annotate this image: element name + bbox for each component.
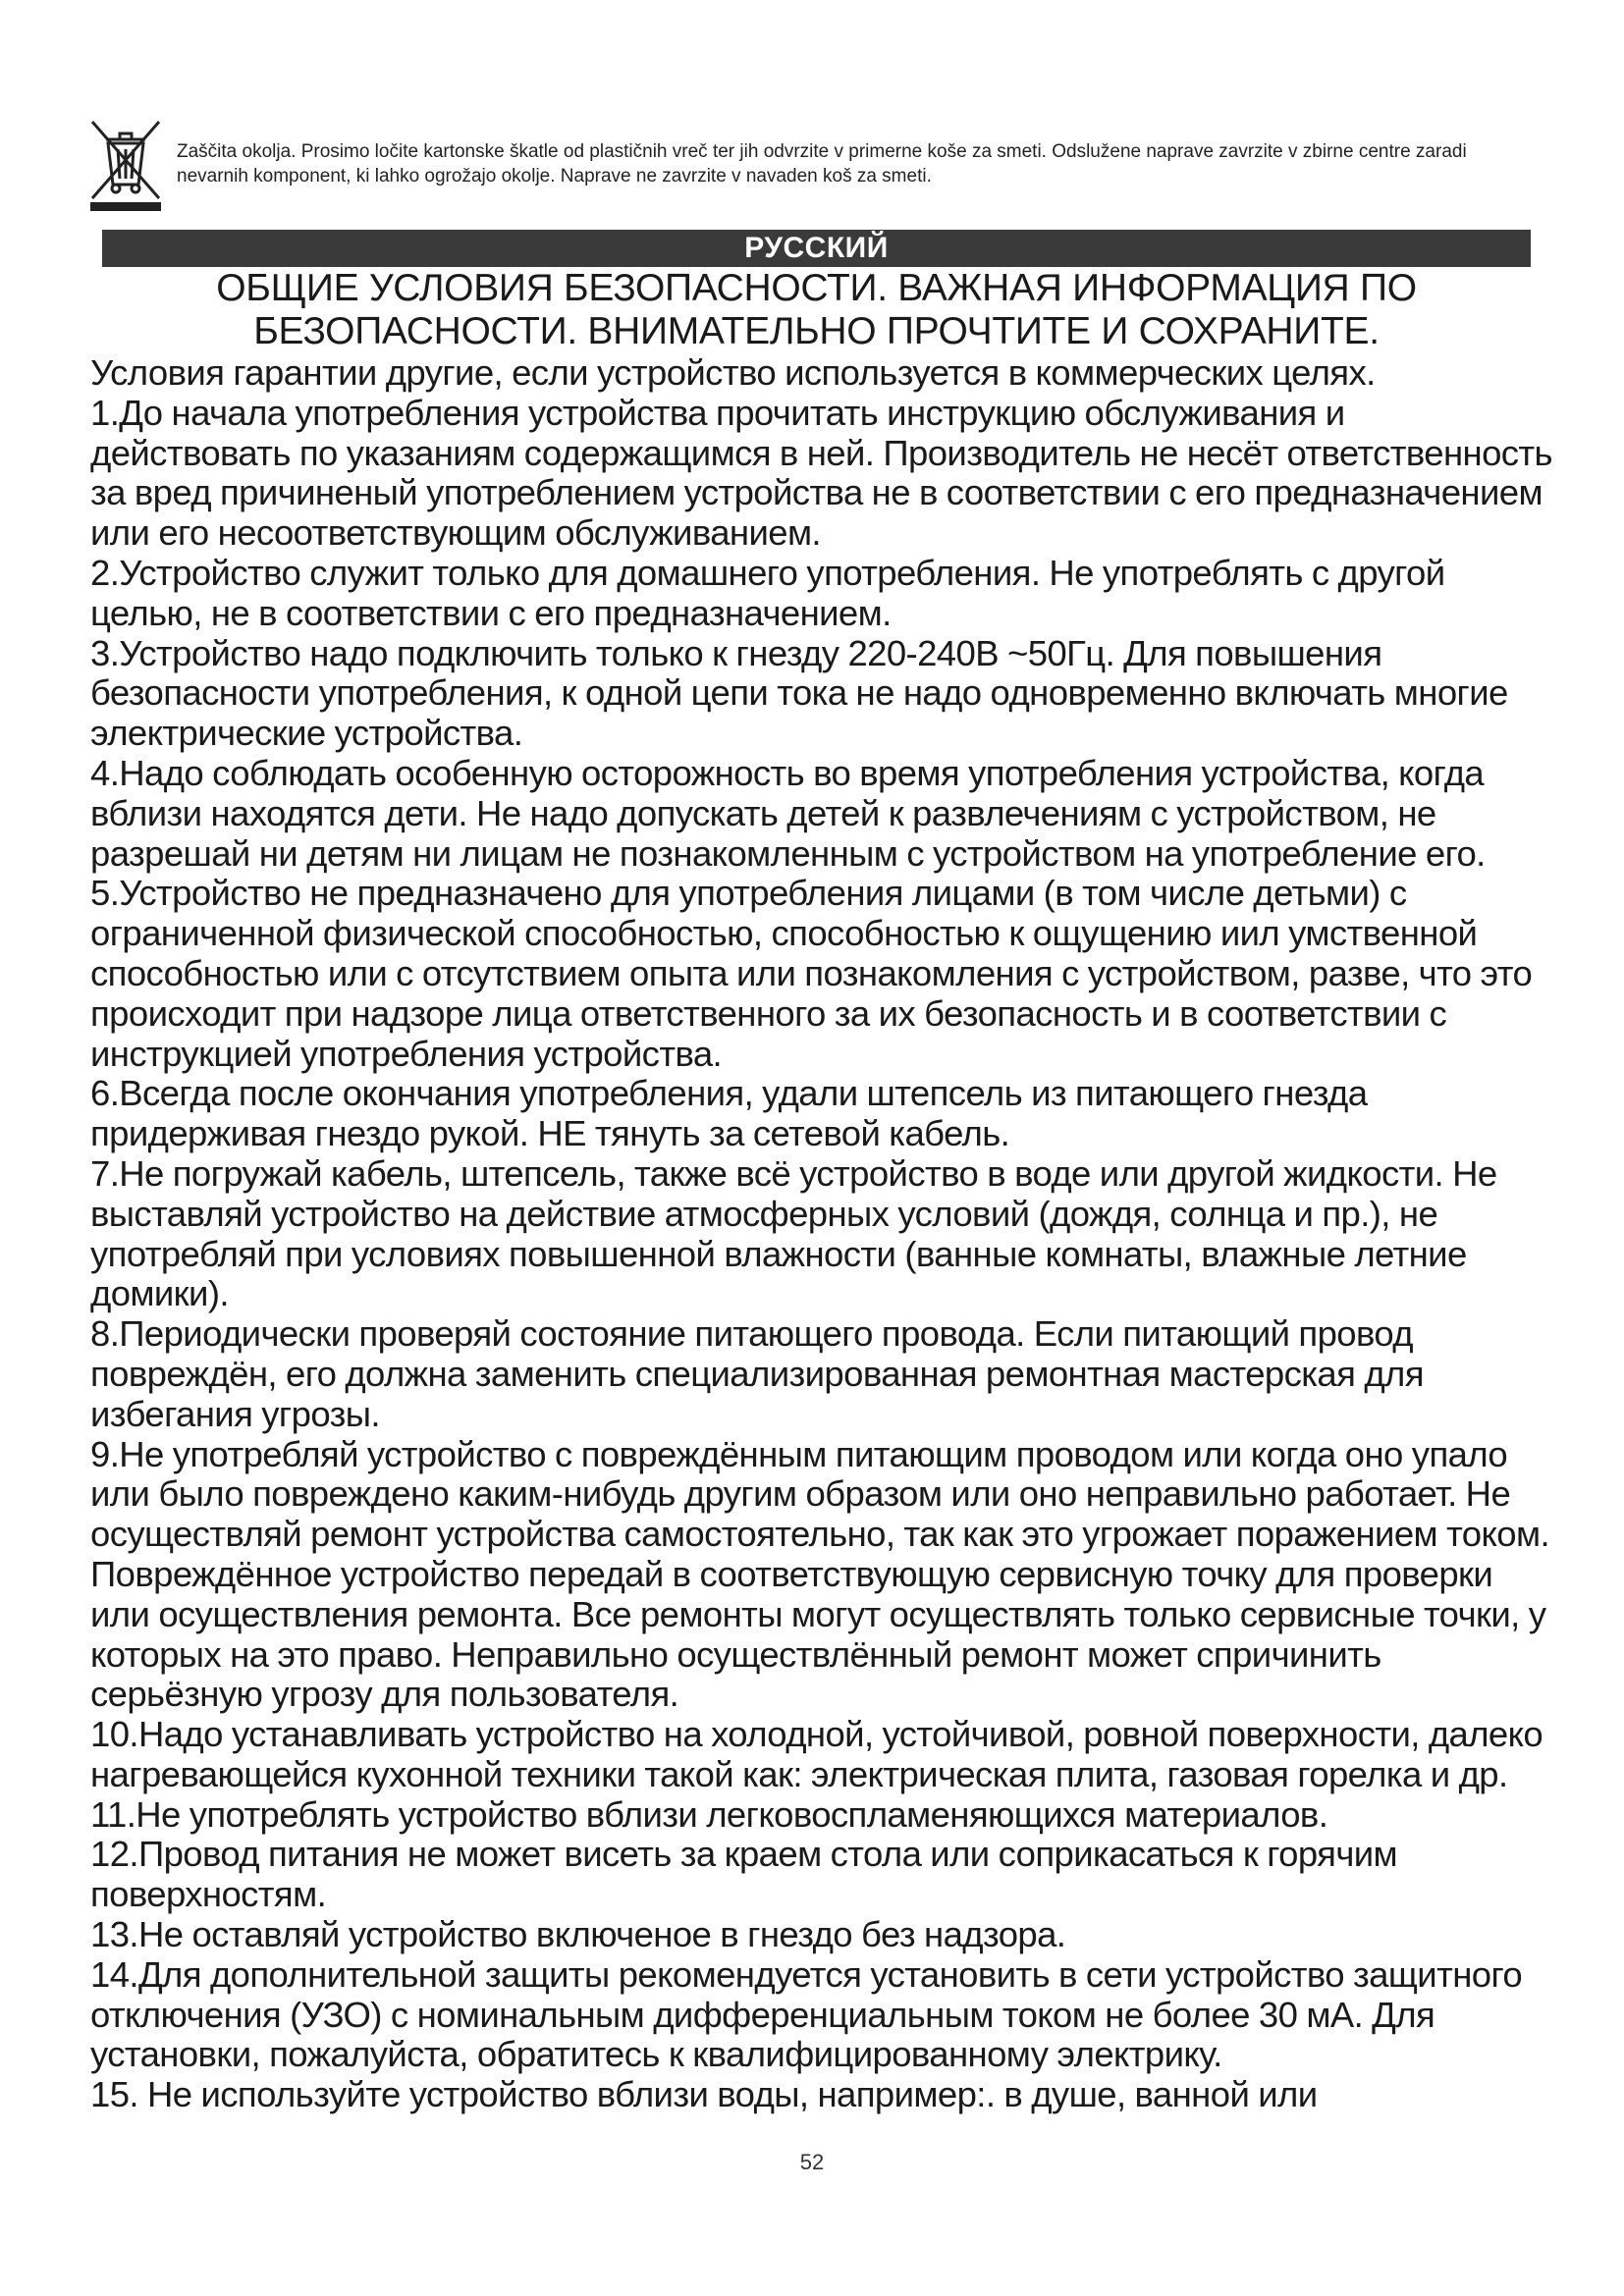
paragraph: 1.До начала употребления устройства прочитать инструкцию обслуживания и действовать по указаниям содержащимся в ней. Производитель не несёт ответственность за вред причиненый употреблением устройства не в соответствии с его предназначением или его несоответствующим обслуживанием. [90, 392, 1552, 554]
paragraph: Условия гарантии другие, если устройство используется в коммерческих целях. [90, 352, 1376, 393]
paragraph: 15. Не используйте устройство вблизи воды, например:. в душе, ванной или [90, 2074, 1318, 2115]
page-number: 52 [799, 2150, 825, 2174]
paragraph: 14.Для дополнительной защиты рекомендуется установить в сети устройство защитного отключения (УЗО) с номинальным дифференциальным током не более 30 мА. Для установки, пожалуйста, обратитесь к квалифицированному электрику. [90, 1953, 1523, 2075]
paragraph: 13.Не оставляй устройство включеное в гнездо без надзора. [90, 1914, 1066, 1955]
paragraph: 5.Устройство не предназначено для употребления лицами (в том числе детьми) с ограниченной физической способностью, способностью к ощущению иил умственной способностью или с отсутствием опыта или познакомления с устройством, разве, что это происходит при надзоре лица ответственного за их безопасность и в соответствии с инструкцией употребления устройства. [90, 873, 1533, 1074]
paragraph: 9.Не употребляй устройство с повреждённым питающим проводом или когда оно упало или было повреждено каким-нибудь другим образом или оно неправильно работает. Не осуществляй ремонт устройства самостоятельно, так как это угрожает поражением током. Повреждённое устройство передай в соответствующую сервисную точку для проверки или осуществления ремонта. Все ремонты могут осуществлять только сервисные точки, у которых на это право. Неправильно осуществлённый ремонт может спричинить серьёзную угрозу для пользователя. [90, 1433, 1549, 1715]
paragraph: 12.Провод питания не может висеть за краем стола или соприкасаться к горячим поверхностям. [90, 1834, 1398, 1915]
paragraph: 6.Всегда после окончания употребления, удали штепсель из питающего гнезда придерживая гнездо рукой. НЕ тянуть за сетевой кабель. [90, 1073, 1368, 1154]
paragraph: 11.Не употреблять устройство вблизи легковоспламеняющихся материалов. [90, 1793, 1328, 1835]
language-header: РУССКИЙ [102, 230, 1531, 267]
paragraph: 7.Не погружай кабель, штепсель, также всё устройство в воде или другой жидкости. Не выставляй устройство на действие атмосферных условий (дождя, солнца и пр.), не употребляй при условиях повышенной влажности (ванные комнаты, влажные летние домики). [90, 1152, 1497, 1314]
crossed-out-wheelie-bin-icon [86, 116, 165, 214]
paragraph: 8.Периодически проверяй состояние питающего провода. Если питающий провод повреждён, его должна заменить специализированная ремонтная мастерская для избегания угрозы. [90, 1313, 1424, 1434]
paragraph: 3.Устройство надо подключить только к гнезду 220-240В ~50Гц. Для повышения безопасности употребления, к одной цепи тока не надо одновременно включать многие электрические устройства. [90, 632, 1508, 754]
environment-notice-text: Zaščita okolja. Prosimo ločite kartonske škatle od plastičnih vreč ter jih odvrzite v primerne koše za smeti. Odslužene naprave zavrzite v zbirne centre zaradi nevarnih komponent, ki lahko ogrožajo okolje. Naprave ne zavrzite v navaden koš za smeti. [177, 141, 1467, 187]
paragraph: 10.Надо устанавливать устройство на холодной, устойчивой, ровной поверхности, далеко нагревающейся кухонной техники такой как: электрическая плита, газовая горелка и др. [90, 1714, 1543, 1794]
paragraph: 2.Устройство служит только для домашнего употребления. Не употреблять с другой целью, не в соответствии с его предназначением. [90, 552, 1445, 633]
page-title: ОБЩИЕ УСЛОВИЯ БЕЗОПАСНОСТИ. ВАЖНАЯ ИНФОРМАЦИЯ ПО БЕЗОПАСНОСТИ. ВНИМАТЕЛЬНО ПРОЧТИТЕ И СОХРАНИТЕ. [216, 267, 1417, 352]
safety-instructions [90, 353, 1553, 2115]
paragraph: 4.Надо соблюдать особенную осторожность во время употребления устройства, когда вблизи находятся дети. Не надо допускать детей к развлечениям с устройством, не разрешай ни детям ни лицам не познакомленным с устройством на употребление его. [90, 752, 1486, 874]
environment-notice [86, 116, 1530, 214]
